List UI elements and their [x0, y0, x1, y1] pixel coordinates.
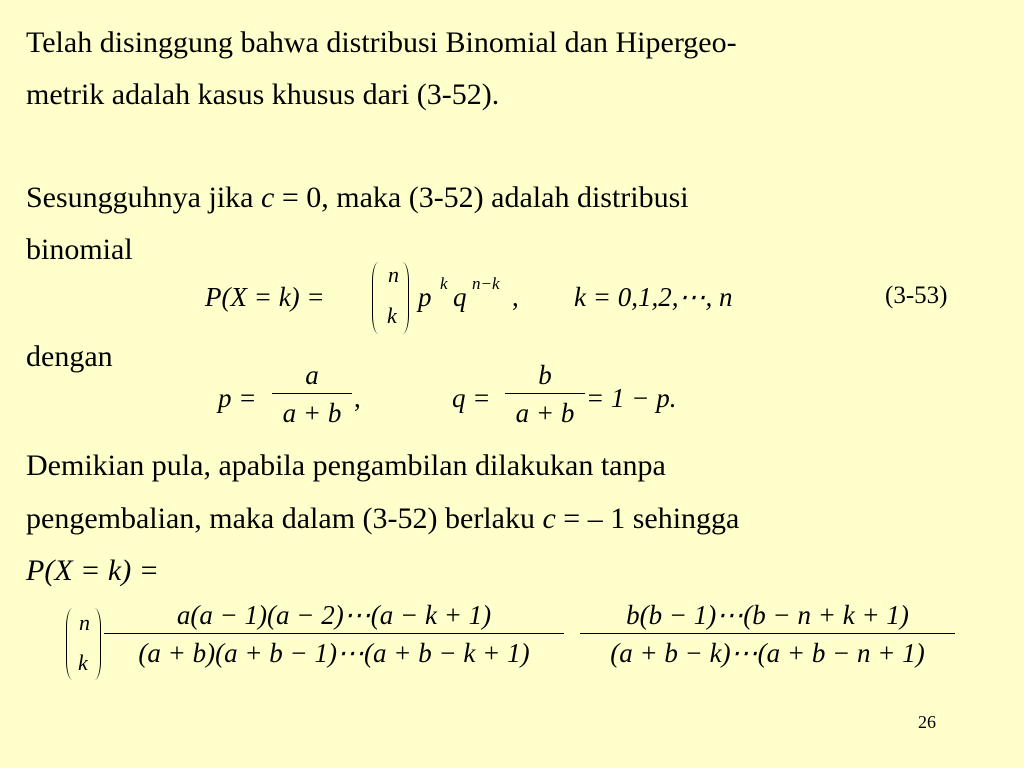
- page-number: 26: [918, 712, 936, 732]
- equation-label: (3-53): [885, 282, 948, 309]
- hyper-frac1-bar: [104, 633, 564, 634]
- p-fraction-bar: [272, 393, 352, 394]
- eq353-binom-k: k: [387, 303, 397, 328]
- binomial-pre-text: Sesungguhnya jika: [26, 181, 261, 214]
- intro-line-2: metrik adalah kasus khusus dari (3-52).: [26, 78, 500, 111]
- eq353-exp-nk: n−k: [472, 274, 500, 293]
- q-fraction: [505, 360, 585, 429]
- hyper-line-2-post: = – 1 sehingga: [555, 502, 740, 535]
- hyper-fraction-2: [580, 600, 955, 669]
- q-numerator: b: [538, 360, 552, 390]
- hyper-fraction-1: [104, 600, 564, 669]
- dengan-word: dengan: [26, 340, 113, 373]
- hyper-binom-right-paren: [88, 608, 101, 680]
- binom-left-paren: [372, 262, 385, 334]
- hyper-line-2: [26, 494, 739, 544]
- hyper-binom-n: n: [79, 610, 90, 635]
- p-numerator: a: [305, 360, 319, 390]
- variable-c: c: [260, 181, 275, 214]
- hyper-frac2-bar: [580, 633, 955, 634]
- binomial-post-text: = 0, maka (3-52) adalah distribusi: [274, 181, 689, 214]
- hyper-line-3: P(X = k) =: [26, 554, 159, 587]
- p-fraction: [272, 360, 352, 429]
- hyper-variable-c: c: [542, 502, 556, 535]
- eq353-comma: ,: [512, 282, 519, 312]
- p-denominator: a + b: [282, 398, 342, 428]
- hyper-line-2-pre: pengembalian, maka dalam (3-52) berlaku: [26, 502, 543, 535]
- binomial-word: binomial: [26, 233, 133, 266]
- eq353-exp-k: k: [440, 274, 448, 293]
- hyper-frac2-denominator: (a + b − k)⋯(a + b − n + 1): [610, 638, 925, 668]
- eq353-binom-n: n: [388, 262, 399, 287]
- hyper-binom-k: k: [78, 650, 88, 675]
- eq353-lhs: P(X = k) =: [205, 282, 325, 312]
- binom-right-paren: [396, 262, 409, 334]
- q-rhs: = 1 − p.: [586, 383, 677, 413]
- p-lhs: p =: [218, 383, 257, 413]
- binomial-intro-line: [26, 173, 689, 223]
- p-comma: ,: [354, 383, 361, 413]
- intro-line-1: Telah disinggung bahwa distribusi Binomial dan Hipergeo-: [26, 26, 737, 59]
- eq353-p: p: [418, 282, 432, 312]
- eq353-range: k = 0,1,2,⋯, n: [574, 282, 733, 312]
- eq353-q: q: [453, 282, 467, 312]
- q-denominator: a + b: [515, 398, 575, 428]
- hyper-frac2-numerator: b(b − 1)⋯(b − n + k + 1): [626, 600, 909, 630]
- hyper-frac1-numerator: a(a − 1)(a − 2)⋯(a − k + 1): [176, 600, 492, 630]
- hyper-frac1-denominator: (a + b)(a + b − 1)⋯(a + b − k + 1): [138, 638, 530, 668]
- q-fraction-bar: [505, 393, 585, 394]
- q-lhs: q =: [452, 383, 491, 413]
- hyper-line-1: Demikian pula, apabila pengambilan dilakukan tanpa: [26, 449, 666, 482]
